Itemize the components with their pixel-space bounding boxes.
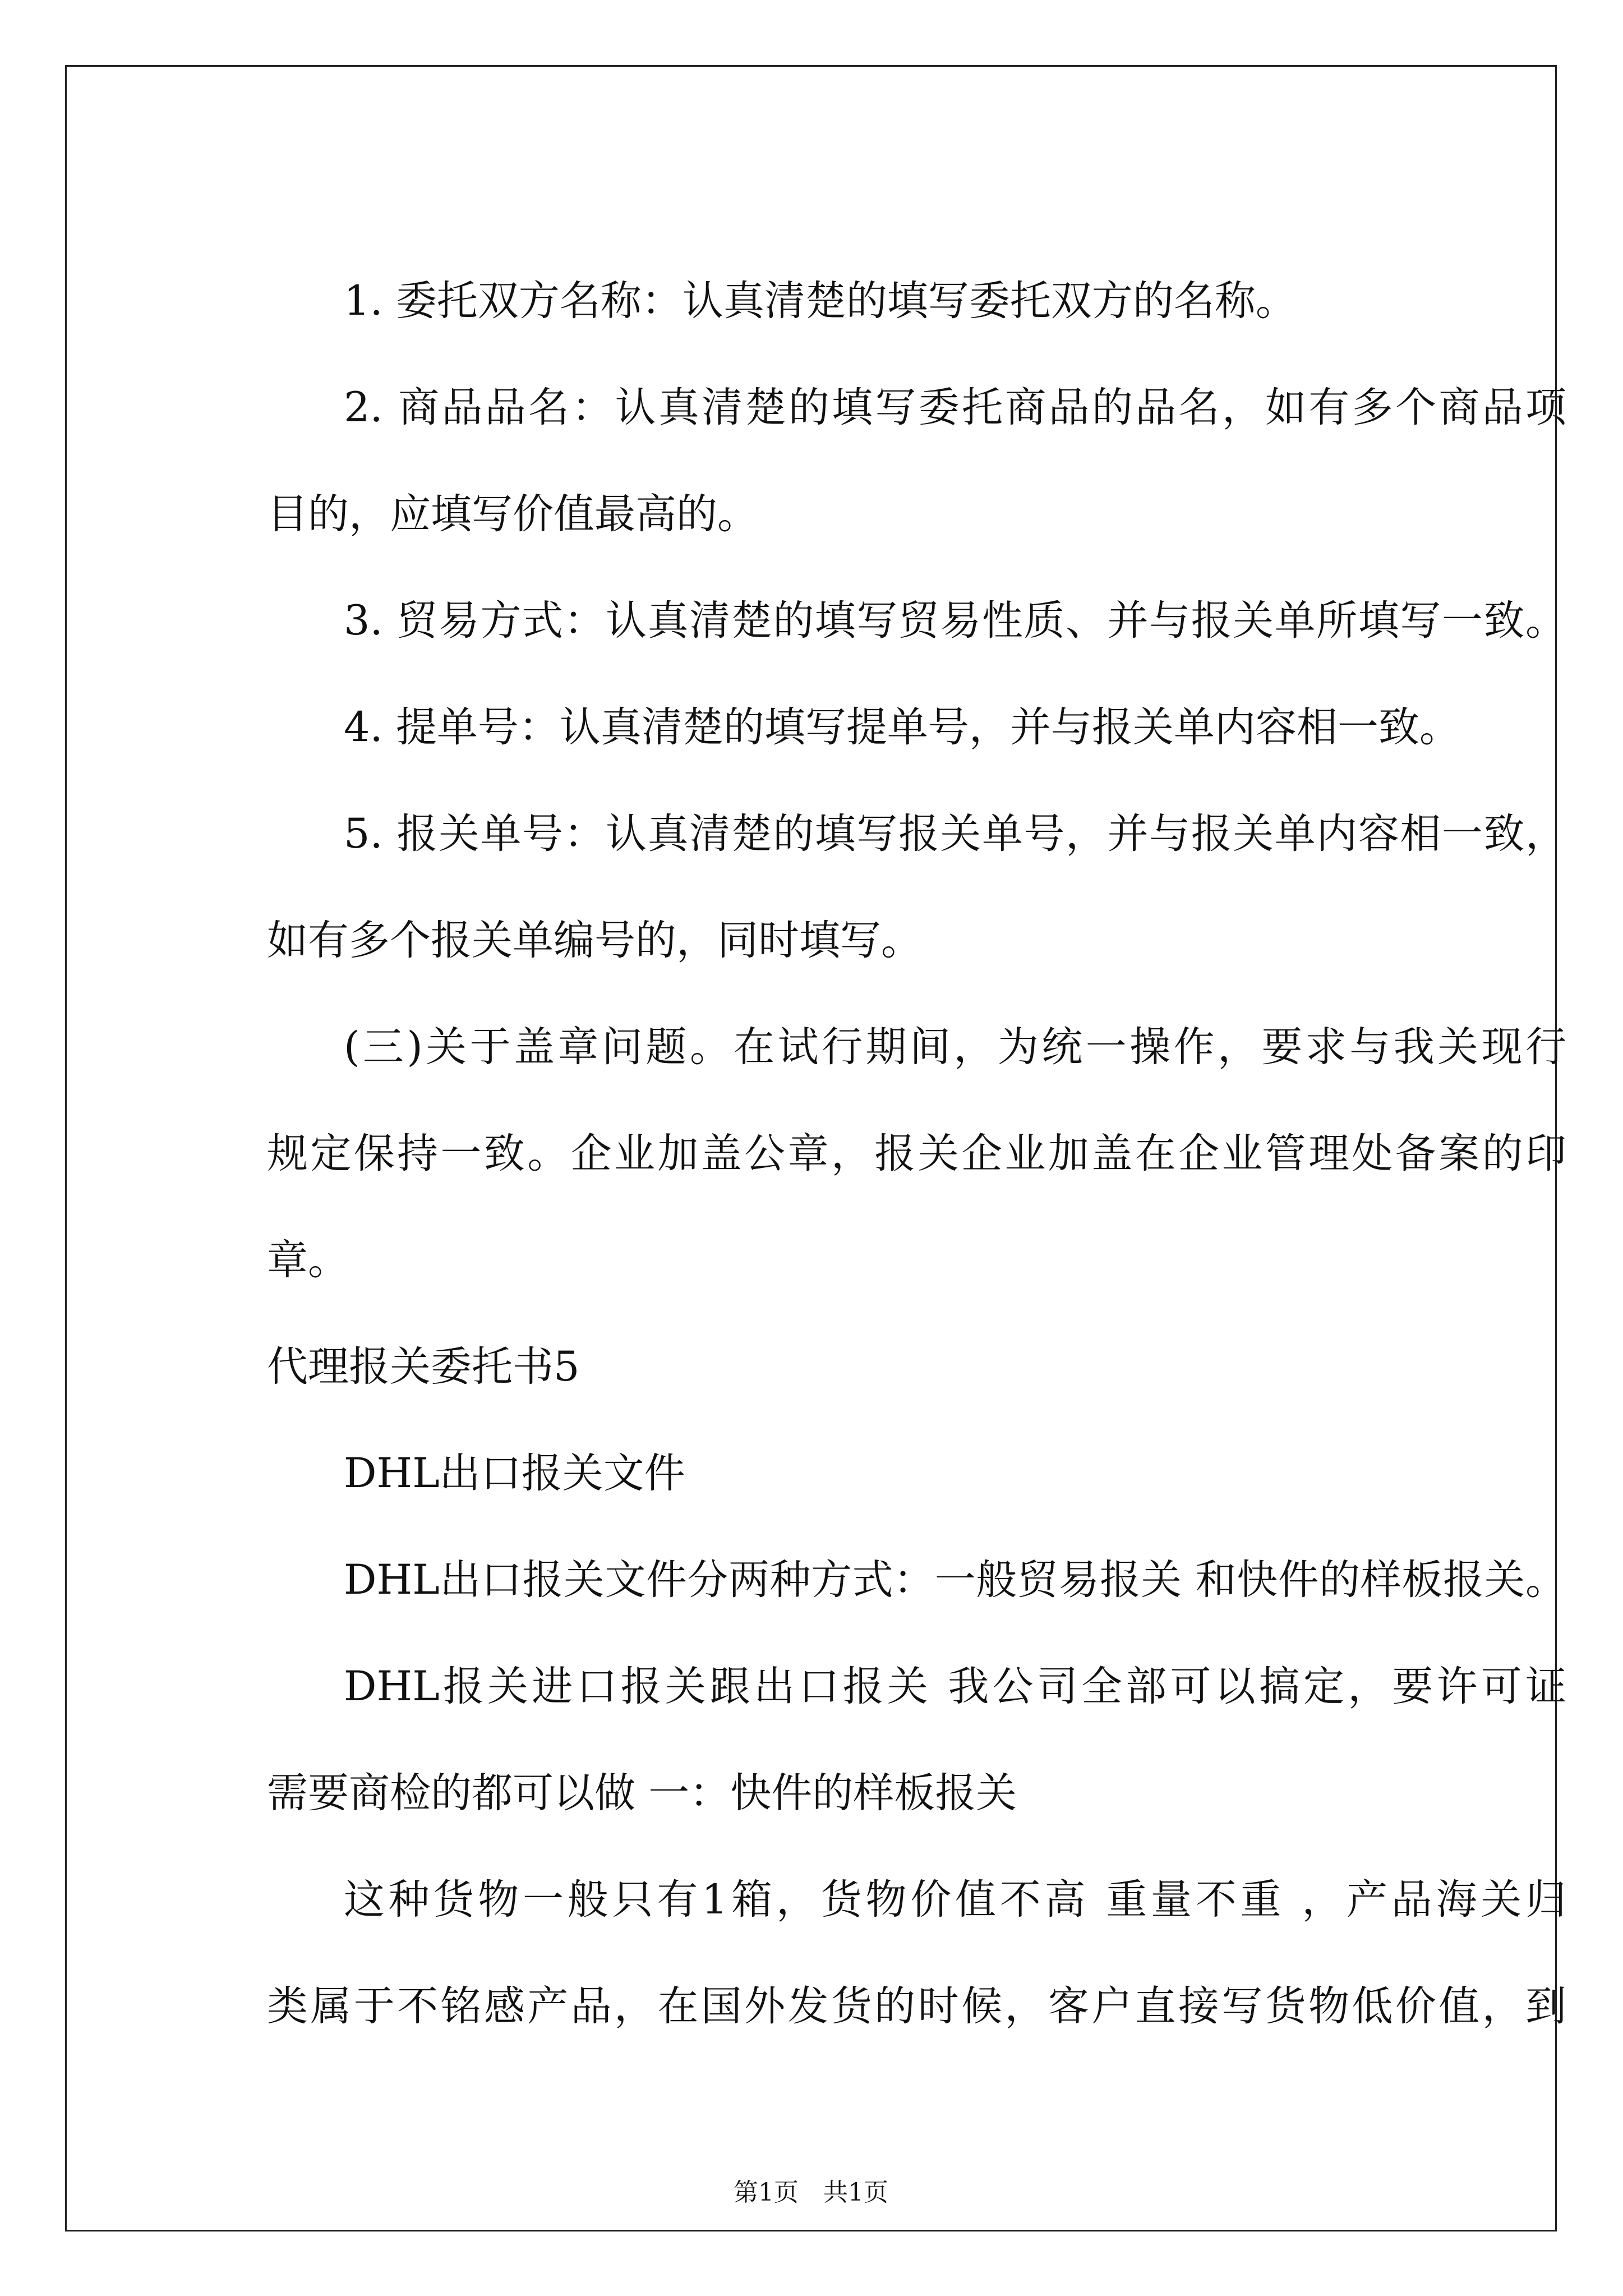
page-frame: [65, 65, 1566, 2231]
paragraph-line: 规定保持一致。企业加盖公章，报关企业加盖在企业管理处备案的印: [267, 1130, 1566, 1177]
paragraph-line: 3. 贸易方式：认真清楚的填写贸易性质、并与报关单所填写一致。: [344, 597, 1566, 645]
paragraph-line: DHL出口报关文件: [344, 1450, 685, 1497]
page-footer: [67, 2176, 1555, 2210]
paragraph-line: 4. 提单号：认真清楚的填写提单号，并与报关单内容相一致。: [344, 703, 1460, 751]
paragraph-line: 目的，应填写价值最高的。: [267, 490, 758, 538]
paragraph-line: 需要商检的都可以做 一：快件的样板报关: [267, 1769, 1017, 1817]
page-number-total: 共1页: [823, 2178, 888, 2207]
paragraph-line: 2. 商品品名：认真清楚的填写委托商品的品名，如有多个商品项: [344, 384, 1566, 431]
paragraph-line: 1. 委托双方名称：认真清楚的填写委托双方的名称。: [344, 277, 1297, 325]
section-heading: 代理报关委托书5: [267, 1343, 580, 1391]
paragraph-line: 5. 报关单号：认真清楚的填写报关单号，并与报关单内容相一致，: [344, 810, 1566, 858]
paragraph-line: 如有多个报关单编号的，同时填写。: [267, 917, 922, 964]
paragraph-line: 章。: [267, 1236, 349, 1284]
paragraph-line: DHL报关进口报关跟出口报关 我公司全部可以搞定，要许可证: [344, 1663, 1566, 1710]
paragraph-line: 这种货物一般只有1箱，货物价值不高 重量不重 ，产品海关归: [344, 1876, 1566, 1924]
paragraph-line: (三)关于盖章问题。在试行期间，为统一操作，要求与我关现行: [344, 1023, 1566, 1071]
paragraph-line: DHL出口报关文件分两种方式：一般贸易报关 和快件的样板报关。: [344, 1556, 1566, 1604]
paragraph-line: 类属于不铭感产品，在国外发货的时候，客户直接写货物低价值，到: [267, 1982, 1566, 2030]
page-number-current: 第1页: [734, 2178, 799, 2207]
